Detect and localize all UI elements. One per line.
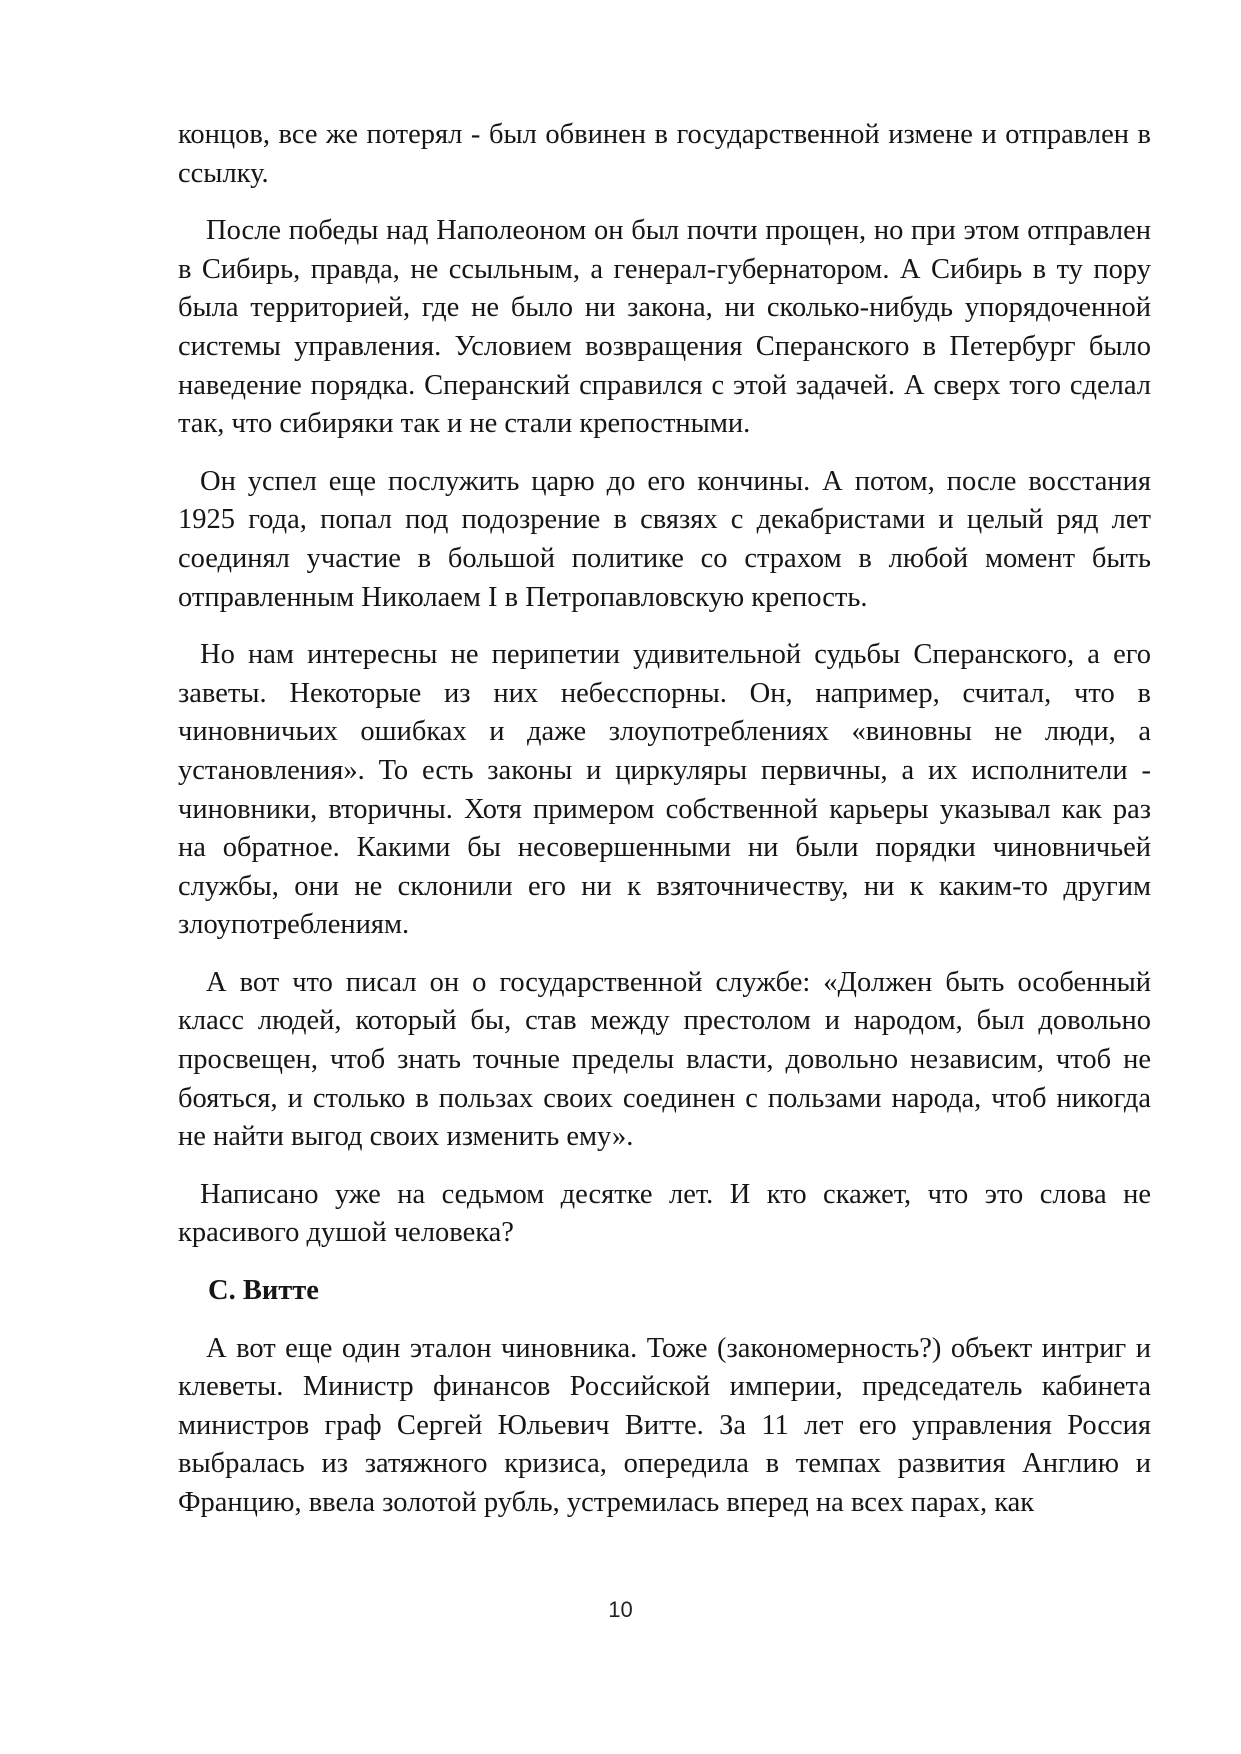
paragraph-4: Но нам интересны не перипетии удивительной судьбы Сперанского, а его заветы. Некоторые из них небесспорны. Он, например, считал, что в чиновничьих ошибках и даже злоупотреблениях «виновны не люди, а установления». То есть законы и циркуляры первичны, а их исполнители - чиновники, вторичны. Хотя примером собственной карьеры указывал как раз на обратное. Какими бы несовершенными ни были порядки чиновничьей службы, они не склонили его ни к взяточничеству, ни к каким-то другим злоупотреблениям. [178, 639, 1151, 941]
paragraph-2: После победы над Наполеоном он был почти прощен, но при этом отправлен в Сибирь, правда, не ссыльным, а генерал-губернатором. А Сибирь в ту пору была территорией, где не было ни закона, ни сколько-нибудь упорядоченной системы управления. Условием возвращения Сперанского в Петербург было наведение порядка. Сперанский справился с этой задачей. А сверх того сделал так, что сибиряки так и не стали крепостными. [178, 215, 1151, 440]
paragraph-5: А вот что писал он о государственной службе: «Должен быть особенный класс людей, который бы, став между престолом и народом, был довольно просвещен, чтоб знать точные пределы власти, довольно независим, чтоб не бояться, и столько в пользах своих соединен с пользами народа, чтоб никогда не найти выгод своих изменить ему». [178, 966, 1151, 1153]
section-heading: С. Витте [208, 1275, 319, 1307]
paragraph-1: концов, все же потерял - был обвинен в государственной измене и отправлен в ссылку. [178, 119, 1151, 189]
section-paragraph-1: А вот еще один эталон чиновника. Тоже (закономерность?) объект интриг и клеветы. Министр финансов Российской империи, председатель кабинета министров граф Сергей Юльевич Витте. За 11 лет его управления Россия выбралась из затяжного кризиса, опередила в темпах развития Англию и Францию, ввела золотой рубль, устремилась вперед на всех парах, как [178, 1332, 1151, 1518]
page-number: 10 [608, 1597, 633, 1622]
paragraph-6: Написано уже на седьмом десятке лет. И кто скажет, что это слова не красивого душой человека? [178, 1178, 1151, 1249]
body-text [178, 116, 1151, 1542]
paragraph-3: Он успел еще послужить царю до его кончины. А потом, после восстания 1925 года, попал под подозрение в связях с декабристами и целый ряд лет соединял участие в большой политике со страхом в любой момент быть отправленным Николаем I в Петропавловскую крепость. [178, 465, 1151, 613]
